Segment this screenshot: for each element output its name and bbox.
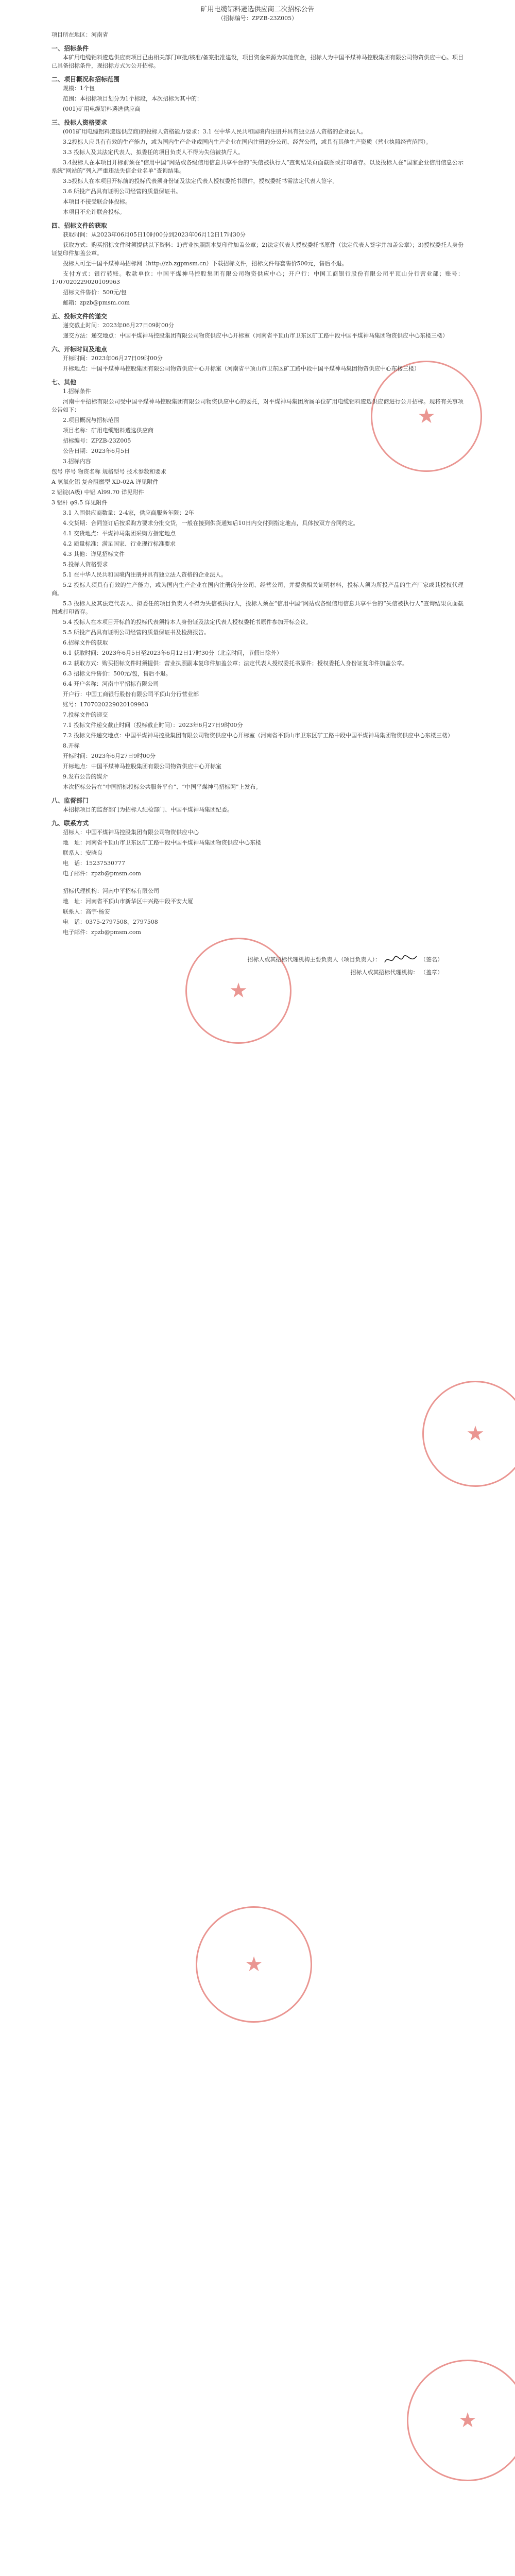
section-heading: 一、招标条件	[52, 45, 89, 52]
paragraph: 投标人可至中国平煤神马招标网（http://zb.zgpmsm.cn）下载招标文件，招标文件每套售价500元，售后不退。	[63, 260, 348, 267]
paragraph: 获取方式：购买招标文件时须提供以下资料：1)营业执照副本复印件加盖公章；2)法定代表人授权委托书原件（法定代表人签字并加盖公章）；3)授权委托人身份证复印件加盖公章。	[52, 242, 464, 257]
paragraph: 6.3 招标文件售价：500元/包，售后不退。	[63, 670, 171, 677]
contact-line: 招标代理机构：河南中平招标有限公司	[63, 888, 159, 894]
contact-line: 电子邮件：zpzb@pmsm.com	[63, 870, 141, 877]
paragraph: 2.项目概况与招标范围	[63, 417, 119, 423]
paragraph: 规模：1个包	[63, 85, 95, 92]
red-seal-stamp: ★	[185, 938, 291, 1044]
paragraph: 本次招标公告在“中国招标投标公共服务平台”、“中国平煤神马招标网”上发布。	[63, 784, 262, 790]
paragraph: 开标时间：2023年06月27日09时00分	[63, 355, 163, 362]
paragraph: (001矿用电缆铝料遴选供应商)的投标人资格能力要求：3.1 在中华人民共和国境内注册并具有独立法人资格的企业法人。	[63, 128, 367, 135]
paragraph: 招标编号：ZPZB-23Z005	[63, 437, 131, 444]
paragraph: 招标文件售价：500元/包	[63, 289, 127, 296]
paragraph: 邮箱：zpzb@pmsm.com	[63, 299, 130, 306]
red-seal-stamp: ★	[196, 1906, 312, 2023]
paragraph: 项目名称：矿用电缆铝料遴选供应商	[63, 427, 153, 434]
paragraph: 5.2 投标人须具有有效的生产能力，或为国内生产企业在国内注册的分公司、经营公司，并提供相关证明材料，投标人须为所投产品的生产厂家或其授权代理商。	[52, 582, 464, 597]
items-table-row: A 氢氧化铝 复合阻燃型 XD-02A 详见附件	[52, 479, 159, 485]
paragraph: 6.4 开户名称：河南中平招标有限公司	[63, 681, 159, 687]
signature-suffix: （签名）	[420, 956, 443, 963]
section-heading: 五、投标文件的递交	[52, 313, 108, 320]
paragraph: 4.交货期：合同签订后按采购方要求分批交货，一般在接到供货通知后10日内交付到指定地点，具体按双方合同约定。	[63, 520, 359, 527]
paragraph: 5.3 投标人及其法定代表人、拟委任的项目负责人不得为失信被执行人，投标人须在“信用中国”网站或各级信用信息共享平台的“失信被执行人”查询结果页面截图或打印留存。	[52, 600, 464, 615]
section-heading: 四、招标文件的获取	[52, 222, 108, 229]
red-seal-stamp: ★	[407, 2360, 515, 2481]
paragraph: 6.1 获取时间：2023年6月5日至2023年6月12日17时30分（北京时间，节假日除外）	[63, 650, 282, 656]
paragraph: 本项目不允许联合投标。	[63, 209, 125, 215]
contact-line: 电 话：0375-2797508、2797508	[63, 919, 158, 925]
paragraph: 账号：1707020229020109963	[63, 701, 148, 708]
stamp-line	[52, 969, 443, 977]
bid-number: （招标编号：ZPZB-23Z005）	[217, 15, 298, 22]
section-heading: 九、联系方式	[52, 820, 89, 827]
paragraph: 5.4 投标人在本项目开标前的投标代表须持本人身份证及法定代表人授权委托书原件参加开标会议。	[63, 619, 312, 625]
items-table-row: 2 铝锭(A级) 中铝 Al99.70 详见附件	[52, 489, 144, 496]
paragraph: 公告日期：2023年6月5日	[63, 448, 130, 454]
paragraph: 4.3 其他：详见招标文件	[63, 551, 125, 557]
paragraph: 开标地点：中国平煤神马控股集团有限公司物资供应中心开标室（河南省平顶山市卫东区矿工路中段中国平煤神马集团物资供应中心东楼三楼）	[63, 365, 420, 372]
signature-label: 招标人或其招标代理机构主要负责人（项目负责人）：	[247, 956, 381, 963]
paragraph: 1.招标条件	[63, 388, 91, 395]
paragraph: 本招标项目的监督部门为招标人纪检部门、中国平煤神马集团纪委。	[63, 806, 233, 813]
paragraph: 7.投标文件的递交	[63, 711, 108, 718]
section-heading: 二、项目概况和招标范围	[52, 76, 120, 83]
paragraph: 3.招标内容	[63, 458, 91, 465]
paragraph: 8.开标	[63, 742, 80, 749]
items-table-header: 包号 序号 物资名称 规格型号 技术参数和要求	[52, 468, 166, 475]
paragraph: 5.投标人资格要求	[63, 561, 108, 568]
paragraph: 3.4投标人在本项目开标前须在“信用中国”网站或各级信用信息共享平台的“失信被执行人”查询结果页面截图或打印留存。以及投标人在“国家企业信用信息公示系统”网站的“列入严重违法失信企业名单”查询结果。	[52, 159, 464, 174]
handwritten-signature	[383, 953, 419, 967]
paragraph: 开标时间：2023年6月27日9时00分	[63, 753, 156, 759]
paragraph: 本矿用电缆铝料遴选供应商项目已由相关部门审批/核准/备案批准建设，项目资金来源为其他资金，招标人为中国平煤神马控股集团有限公司物资供应中心。项目已具备招标条件，现招标方式为公开招标。	[52, 54, 464, 69]
paragraph: 递交截止时间：2023年06月27日09时00分	[63, 322, 174, 329]
contact-line: 电 话：15237530777	[63, 860, 125, 867]
paragraph: 3.2投标人应具有有效的生产能力，或为国内生产企业或国内生产企业在国内注册的分公司、经营公司，或具有其他生产资质（营业执照经营范围）。	[63, 139, 432, 145]
project-region: 项目所在地区：河南省	[52, 31, 108, 38]
section-heading: 三、投标人资格要求	[52, 119, 108, 126]
paragraph: 5.5 所投产品具有证明公司经营的质量保证书及检测报告。	[63, 629, 210, 636]
paragraph: 递交方法：递交地点：中国平煤神马控股集团有限公司物资供应中心开标室（河南省平顶山市卫东区矿工路中段中国平煤神马集团物资供应中心东楼三楼）	[63, 332, 448, 339]
announcement-body	[52, 3, 464, 979]
stamp-label: 招标人或其招标代理机构：	[350, 969, 419, 976]
paragraph: 开标地点：中国平煤神马控股集团有限公司物资供应中心开标室	[63, 763, 221, 770]
paragraph: 5.1 在中华人民共和国境内注册并具有独立法人资格的企业法人。	[63, 571, 227, 578]
paragraph: 本项目不接受联合体投标。	[63, 198, 131, 205]
paragraph: 3.6 所投产品具有证明公司经营的质量保证书。	[63, 188, 181, 195]
paragraph: 4.1 交货地点：平煤神马集团采购方指定地点	[63, 530, 176, 537]
paragraph: 4.2 质量标准：满足国家、行业现行标准要求	[63, 540, 176, 547]
contact-line: 地 址：河南省平顶山市新华区中兴路中段平安大厦	[63, 898, 193, 905]
contact-line: 联系人：安晓良	[63, 850, 102, 856]
red-seal-stamp: ★	[422, 1381, 515, 1487]
paragraph: 7.2 投标文件递交地点：中国平煤神马控股集团有限公司物资供应中心开标室（河南省平顶山市卫东区矿工路中段中国平煤神马集团物资供应中心东楼三楼）	[63, 732, 453, 739]
paragraph: 支付方式：银行转账。收款单位：中国平煤神马控股集团有限公司物资供应中心；开户行：中国工商银行股份有限公司平顶山分行营业部；账号：1707020229020109963	[52, 270, 464, 285]
contact-line: 地 址：河南省平顶山市卫东区矿工路中段中国平煤神马集团物资供应中心东楼	[63, 839, 261, 846]
contact-line: 电子邮件：zpzb@pmsm.com	[63, 929, 141, 936]
paragraph: 3.1 入围供应商数量：2-4家，供应商服务年限：2年	[63, 510, 194, 516]
paragraph: 3.3 投标人及其法定代表人、拟委任的项目负责人不得为失信被执行人。	[63, 149, 244, 156]
section-heading: 六、开标时间及地点	[52, 346, 108, 353]
section-heading: 七、其他	[52, 379, 77, 386]
paragraph: 3.5投标人在本项目开标前的投标代表须身份证及法定代表人授权委托书原件，授权委托书需法定代表人签字。	[63, 178, 338, 184]
paragraph: 开户行：中国工商银行股份有限公司平顶山分行营业部	[63, 691, 199, 698]
document-title: 矿用电缆铝料遴选供应商二次招标公告	[200, 6, 315, 13]
red-seal-stamp: ★	[371, 361, 482, 472]
contact-line: 招标人：中国平煤神马控股集团有限公司物资供应中心	[63, 829, 199, 836]
stamp-suffix: （盖章）	[420, 969, 443, 976]
items-table-row: 3 铝杆 φ9.5 详见附件	[52, 499, 108, 506]
paragraph: 9.发布公告的媒介	[63, 773, 108, 780]
paragraph: 获取时间：从2023年06月05日10时00分到2023年06月12日17时30分	[63, 231, 246, 238]
paragraph: 6.招标文件的获取	[63, 639, 108, 646]
contact-line: 联系人：高宇·杨安	[63, 908, 110, 915]
paragraph: 7.1 投标文件递交截止时间（投标截止时间）：2023年6月27日9时00分	[63, 722, 243, 728]
signature-line	[52, 953, 443, 967]
section-heading: 八、监督部门	[52, 797, 89, 804]
paragraph: 范围：本招标项目划分为1个标段，本次招标为其中的：	[63, 95, 202, 102]
paragraph: 6.2 获取方式：购买招标文件时须提供：营业执照副本复印件加盖公章；法定代表人授权委托书原件；授权委托人身份证复印件加盖公章。	[63, 660, 408, 667]
paragraph: (001)矿用电缆铝料遴选供应商	[63, 106, 141, 112]
paragraph: 河南中平招标有限公司受中国平煤神马控股集团有限公司物资供应中心的委托，对平煤神马集团所属单位矿用电缆铝料遴选供应商进行公开招标。现将有关事项公告如下：	[52, 398, 464, 413]
